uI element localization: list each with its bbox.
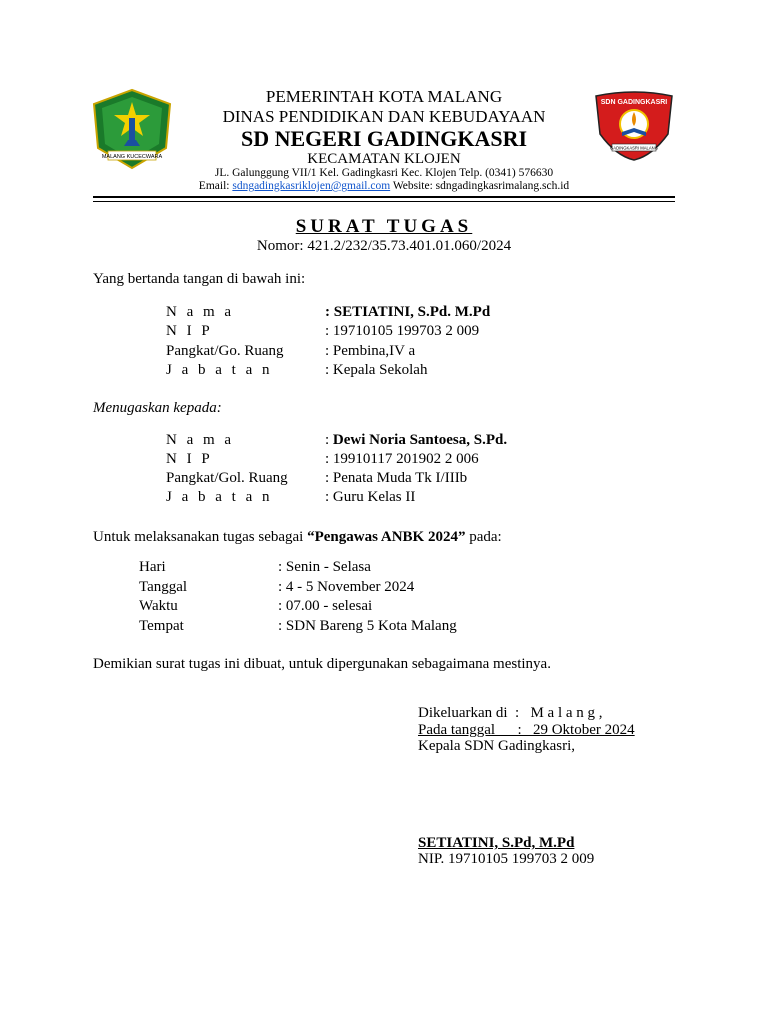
issued-date: Pada tanggal : 29 Oktober 2024 [418,722,635,738]
header-department: DINAS PENDIDIKAN DAN KEBUDAYAAN [222,107,546,126]
assignee-name-label: N a m a [166,432,235,448]
left-logo-text: MALANG KUCECWARA [101,154,163,160]
place-value: : SDN Bareng 5 Kota Malang [278,618,457,634]
day-value: : Senin - Selasa [278,559,371,575]
day-label: Hari [139,559,166,575]
task-text: Untuk melaksanakan tugas sebagai “Pengawas ANBK 2024” pada: [93,529,502,545]
assignee-rank: : Penata Muda Tk I/IIIb [325,470,468,486]
intro-text: Yang bertanda tangan di bawah ini: [93,271,306,287]
email-label: Email: [198,180,230,192]
date-label: Tanggal [139,579,188,595]
right-logo-text: SDN GADINGKASRI [600,99,668,106]
header-district: KECAMATAN KLOJEN [307,151,461,167]
signature-name: SETIATINI, S.Pd, M.Pd [418,835,575,851]
signer-position-label: J a b a t a n [166,362,273,378]
header-divider-thick [93,196,675,198]
signer-rank-label: Pangkat/Go. Ruang [166,343,284,359]
assignee-position-label: J a b a t a n [166,489,273,505]
time-label: Waktu [139,598,178,614]
document-title: SURAT TUGAS [295,216,473,237]
time-value: : 07.00 - selesai [278,598,373,614]
assignee-name-row: : Dewi Noria Santoesa, S.Pd. [325,432,508,448]
document-number: Nomor: 421.2/232/35.73.401.01.060/2024 [256,238,512,254]
header-address: JL. Galunggung VII/1 Kel. Gadingkasri Kec. Klojen Telp. (0341) 576630 [214,167,554,179]
assignee-position: : Guru Kelas II [325,489,416,505]
place-label: Tempat [139,618,184,634]
signer-nip-label: N I P [166,323,213,339]
closing-text: Demikian surat tugas ini dibuat, untuk dipergunakan sebagaimana mestinya. [93,656,551,672]
header-government: PEMERINTAH KOTA MALANG [265,87,503,106]
assign-label: Menugaskan kepada: [93,400,222,416]
issued-at: Dikeluarkan di : M a l a n g , [418,705,603,721]
assignee-name: Dewi Noria Santoesa, S.Pd. [332,432,508,448]
assignee-nip-label: N I P [166,451,213,467]
date-value: : 4 - 5 November 2024 [278,579,415,595]
right-logo-sub: GADINGKASRI MALANG [610,145,658,151]
task-name: “Pengawas ANBK 2024” [307,529,466,545]
signer-nip: : 19710105 199703 2 009 [325,323,480,339]
signer-name: : SETIATINI, S.Pd. M.Pd [325,304,491,320]
signer-name-label: N a m a [166,304,235,320]
assignee-rank-label: Pangkat/Gol. Ruang [166,470,288,486]
website-text: Website: sdngadingkasrimalang.sch.id [392,180,570,192]
assignee-nip: : 19910117 201902 2 006 [325,451,479,467]
header-contact [0,180,768,192]
signature-nip: NIP. 19710105 199703 2 009 [418,851,595,867]
signer-position: : Kepala Sekolah [325,362,428,378]
header-school-name: SD NEGERI GADINGKASRI [240,126,528,151]
signer-title: Kepala SDN Gadingkasri, [418,738,576,754]
header-divider-thin [93,201,675,202]
email-link[interactable]: sdngadingkasriklojen@gmail.com [232,180,391,192]
signer-rank: : Pembina,IV a [325,343,416,359]
